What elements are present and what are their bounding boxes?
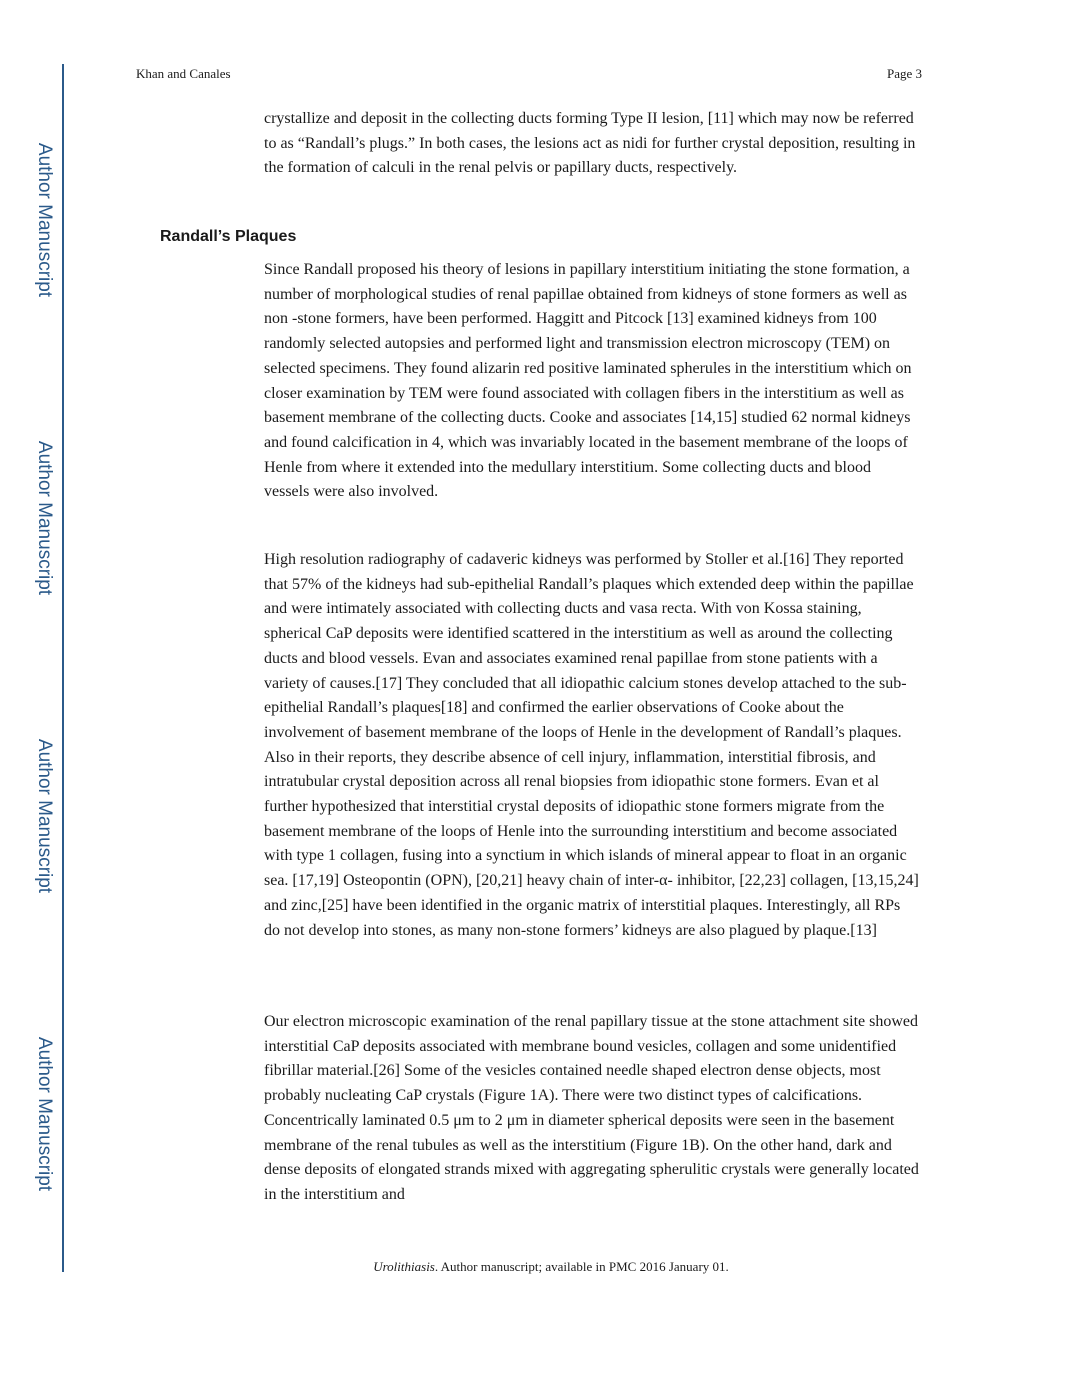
paragraph-continued: crystallize and deposit in the collecting ducts forming Type II lesion, [11] which may now be referred to as “Randall’s plugs.” In both cases, the lesions act as nidi for further crystal deposition, resulting in the formation of calculi in the renal pelvis or papillary ducts, respectively. [264,110,916,177]
paragraph-1: Since Randall proposed his theory of lesions in papillary interstitium initiating the stone formation, a number of morphological studies of renal papillae obtained from kidneys of stone formers as well as non -stone formers, have been performed. Haggitt and Pitcock [13] examined kidneys from 100 randomly selected autopsies and performed light and transmission electron microscopy (TEM) on selected specimens. They found alizarin red positive laminated spherules in the interstitium which on closer examination by TEM were found associated with collagen fibers in the interstitium as well as basement membrane of the collecting ducts. Cooke and associates [14,15] studied 62 normal kidneys and found calcification in 4, which was invariably located in the basement membrane of the loops of Henle from where it extended into the medullary interstitium. Some collecting ducts and blood vessels were also involved. [264,261,912,501]
side-label-text: Author Manuscript [34,738,55,894]
side-label-text: Author Manuscript [34,440,55,596]
margin-rule [62,64,64,1272]
page-footer [0,1259,1080,1275]
paragraph-2: High resolution radiography of cadaveric kidneys was performed by Stoller et al.[16] They reported that 57% of the kidneys had sub-epithelial Randall’s plaques which extended deep within the papillae and were intimately associated with collecting ducts and vasa recta. With von Kossa staining, spherical CaP deposits were identified scattered in the interstitium as well as around the collecting ducts and blood vessels. Evan and associates examined renal papillae from stone patients with a variety of causes.[17] They concluded that all idiopathic calcium stones develop attached to the sub-epithelial Randall’s plaques[18] and confirmed the earlier observations of Cooke about the involvement of basement membrane of the loops of Henle in the development of Randall’s plaques. Also in their reports, they describe absence of cell injury, inflammation, interstitial fibrosis, and intratubular crystal deposition across all renal biopsies from idiopathic stone formers. Evan et al further hypothesized that interstitial crystal deposits of idiopathic stone formers migrate from the basement membrane of the loops of Henle into the surrounding interstitium and become associated with type 1 collagen, fusing into a synctium in which islands of mineral appear to float in an organic sea. [17,19] Osteopontin (OPN), [20,21] heavy chain of inter-α- inhibitor, [22,23] collagen, [13,15,24] and zinc,[25] have been identified in the organic matrix of interstitial plaques. Interestingly, all RPs do not develop into stones, as many non-stone formers’ kidneys are also plagued by plaque.[13] [264,551,919,939]
section-heading: Randall’s Plaques [160,228,297,245]
running-head-page: Page 3 [886,66,922,81]
footer-note: . Author manuscript; available in PMC 2016 January 01. [434,1259,729,1274]
footer-journal: Urolithiasis [373,1259,435,1274]
side-label-text: Author Manuscript [34,142,55,298]
paragraph-3: Our electron microscopic examination of the renal papillary tissue at the stone attachment site showed interstitial CaP deposits associated with membrane bound vesicles, collagen and some unidentified fibrillar material.[26] Some of the vesicles contained needle shaped electron dense objects, most probably nucleating CaP crystals (Figure 1A). There were two distinct types of calcifications. Concentrically laminated 0.5 μm to 2 μm in diameter spherical deposits were seen in the basement membrane of the renal tubules as well as the interstitium (Figure 1B). On the other hand, dark and dense deposits of elongated strands mixed with aggregating spherulitic crystals were generally located in the interstitium and [264,1013,919,1203]
running-head-authors: Khan and Canales [136,66,231,81]
side-label-text: Author Manuscript [34,1036,55,1192]
